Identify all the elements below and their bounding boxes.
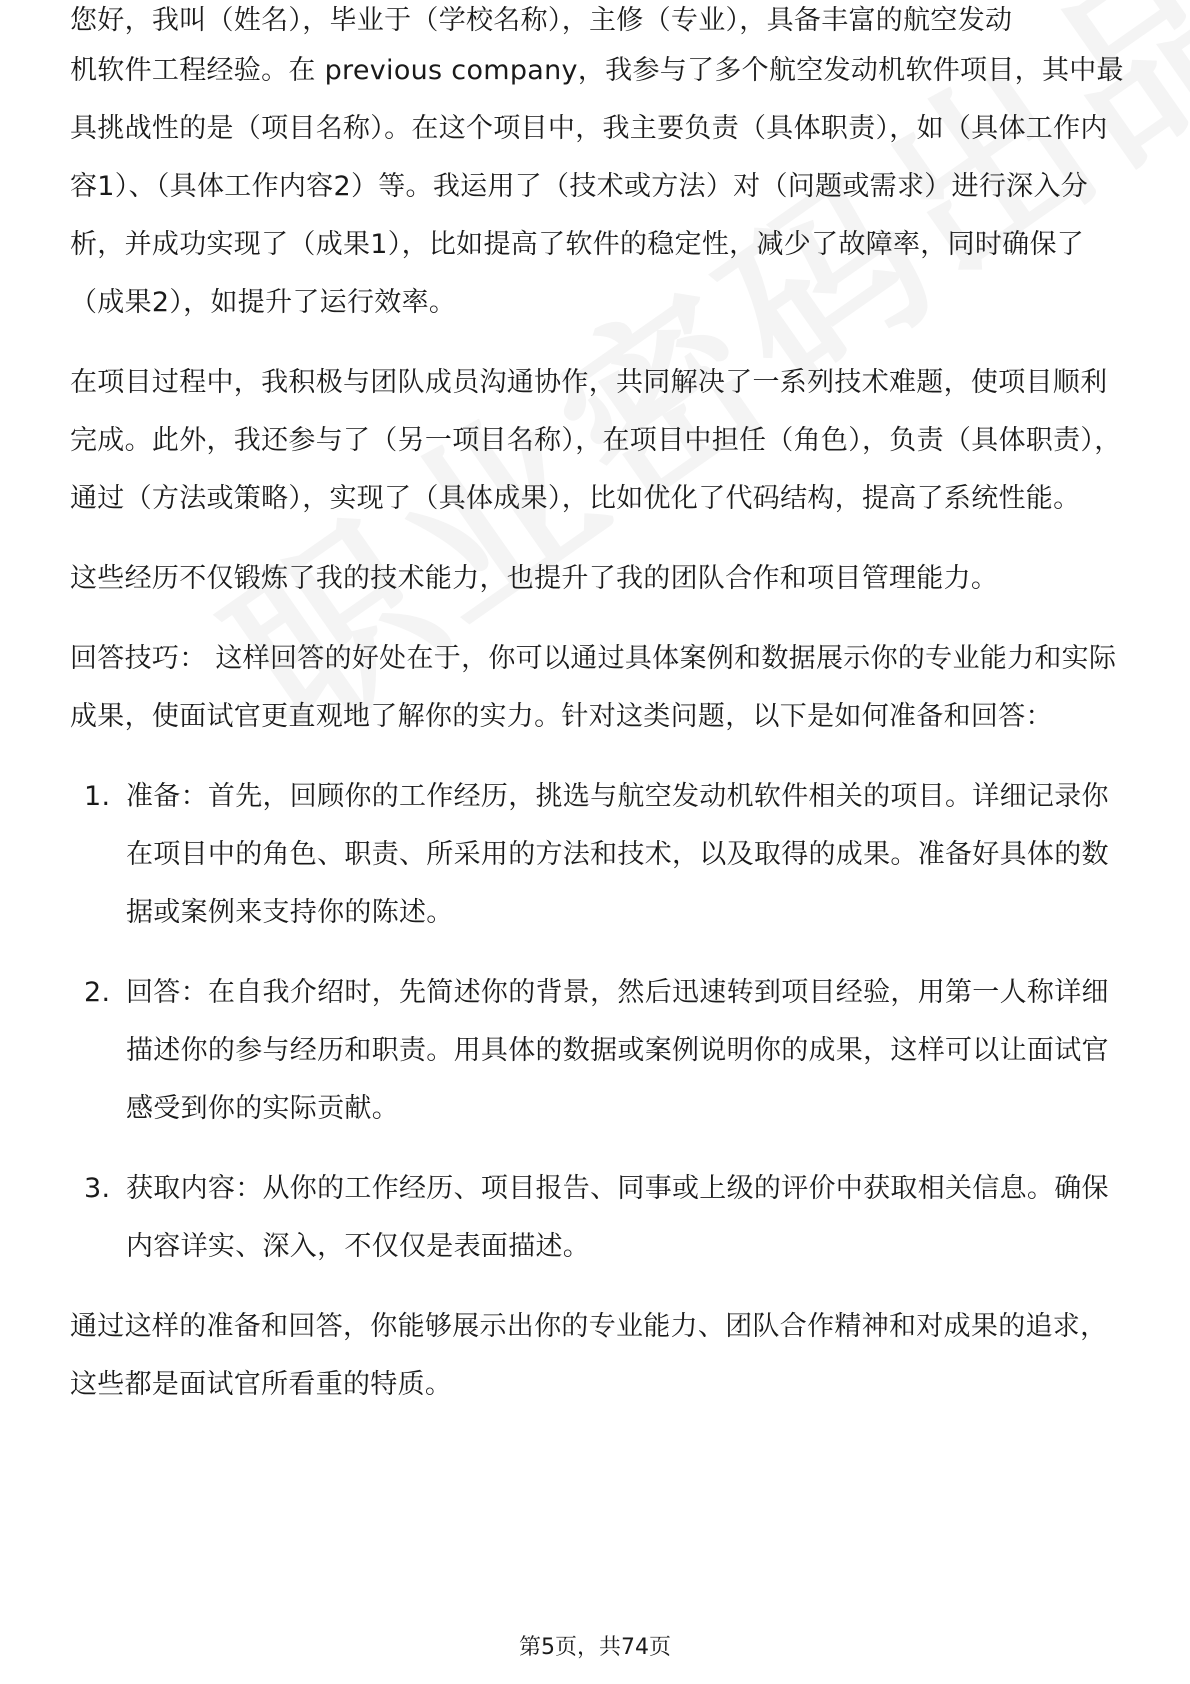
paragraph-answer-tips: 回答技巧： 这样回答的好处在于，你可以通过具体案例和数据展示你的专业能力和实际成果，使面试官更直观地了解你的实力。针对这类问题，以下是如何准备和回答： [70,643,1117,732]
list-item [70,1160,1130,1276]
list-item-number: 1. [84,781,111,812]
document-body [70,0,1130,1414]
list-item-number: 3. [84,1173,111,1204]
list-item [70,768,1130,942]
tips-list [70,768,1130,1276]
list-item-number: 2. [84,977,111,1008]
paragraph-intro: 机软件工程经验。在 previous company，我参与了多个航空发动机软件项目，其中最具挑战性的是（项目名称）。在这个项目中，我主要负责（具体职责），如（具体工作内容1）、（具体工作内容2）等。我运用了（技术或方法）对（问题或需求）进行深入分析，并成功实现了（成果1），比如提高了软件的稳定性，减少了故障率，同时确保了（成果2），如提升了运行效率。 [70,55,1124,318]
list-item [70,964,1130,1138]
paragraph-conclusion: 通过这样的准备和回答，你能够展示出你的专业能力、团队合作精神和对成果的追求，这些都是面试官所看重的特质。 [70,1311,1108,1400]
paragraph-summary: 这些经历不仅锻炼了我的技术能力，也提升了我的团队合作和项目管理能力。 [70,563,999,594]
list-item-text: 获取内容：从你的工作经历、项目报告、同事或上级的评价中获取相关信息。确保内容详实、深入，不仅仅是表面描述。 [126,1173,1109,1262]
page-number: 第5页，共74页 [519,1635,671,1660]
list-item-text: 准备：首先，回顾你的工作经历，挑选与航空发动机软件相关的项目。详细记录你在项目中的角色、职责、所采用的方法和技术，以及取得的成果。准备好具体的数据或案例来支持你的陈述。 [126,781,1109,928]
list-item-text: 回答：在自我介绍时，先简述你的背景，然后迅速转到项目经验，用第一人称详细描述你的参与经历和职责。用具体的数据或案例说明你的成果，这样可以让面试官感受到你的实际贡献。 [126,977,1109,1124]
paragraph-intro-clipped-line: 您好，我叫（姓名），毕业于（学校名称），主修（专业），具备丰富的航空发动 [70,5,1013,36]
paragraph-project-process: 在项目过程中，我积极与团队成员沟通协作，共同解决了一系列技术难题，使项目顺利完成。此外，我还参与了（另一项目名称），在项目中担任（角色），负责（具体职责），通过（方法或策略），实现了（具体成果），比如优化了代码结构，提高了系统性能。 [70,367,1122,514]
